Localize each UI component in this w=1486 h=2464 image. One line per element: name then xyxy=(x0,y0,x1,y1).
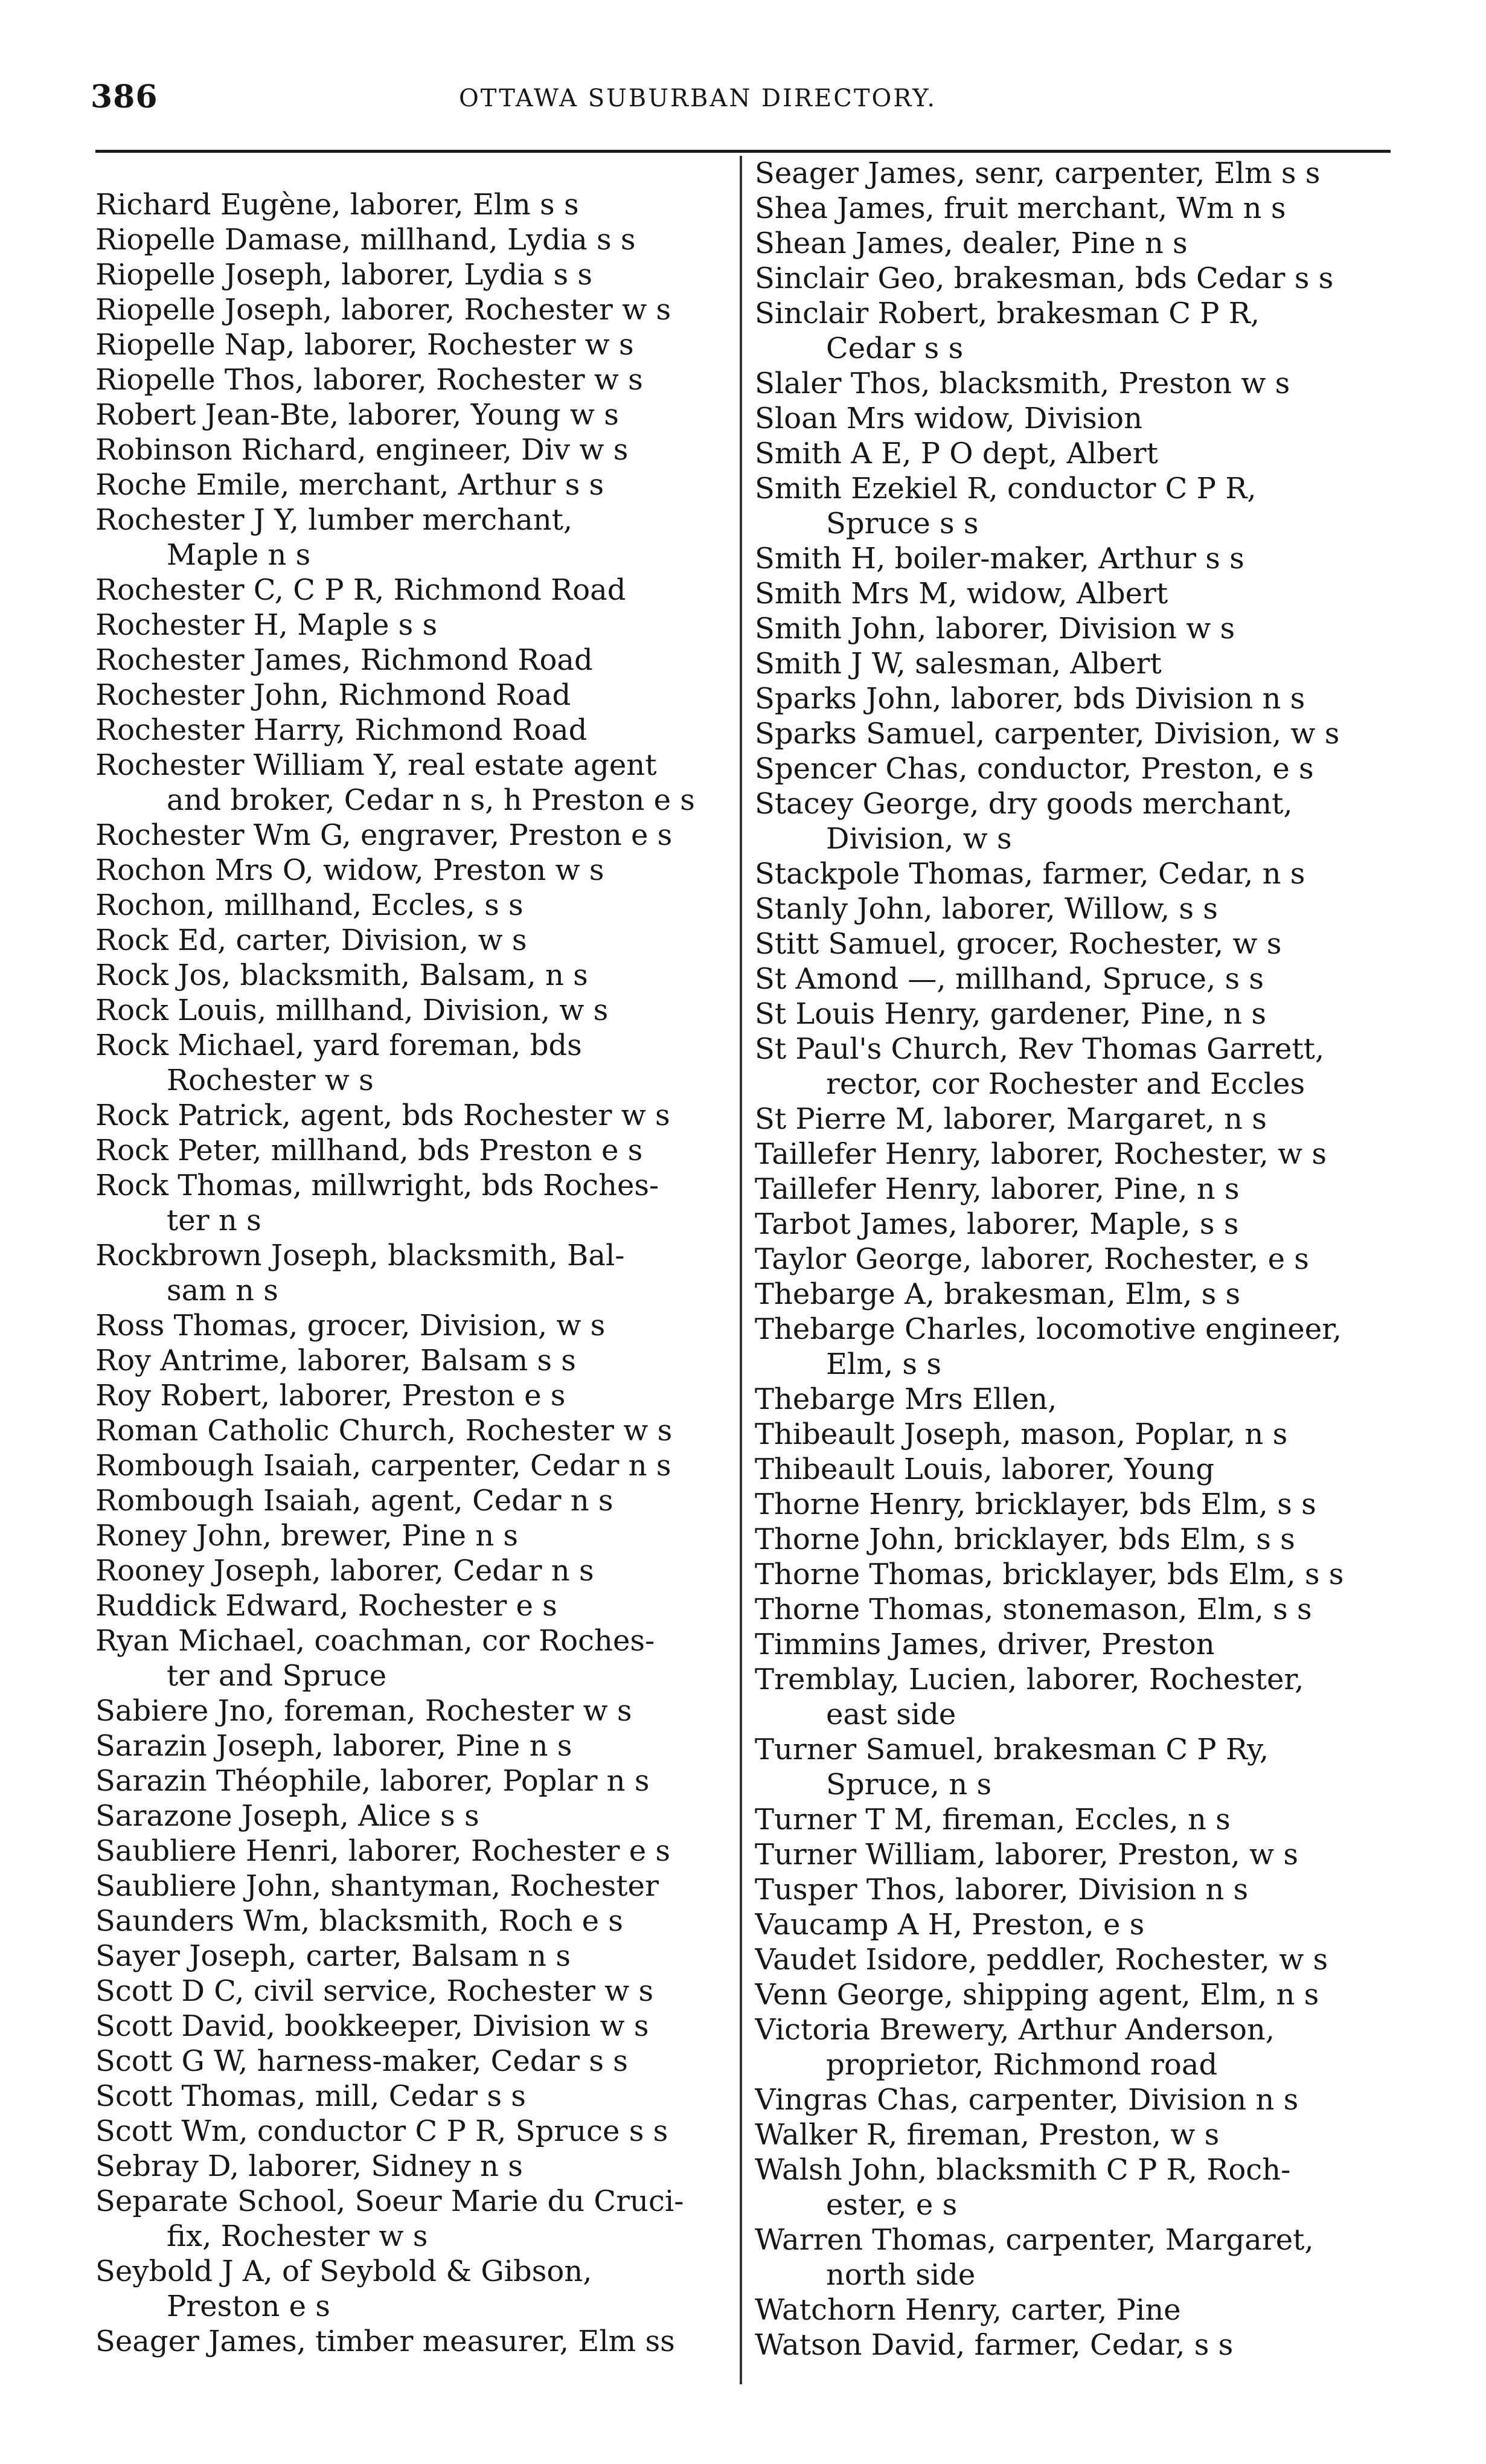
directory-entry xyxy=(755,191,1401,226)
entry-text: Riopelle Joseph, laborer, Rochester w s xyxy=(95,293,671,327)
directory-entry xyxy=(755,751,1401,786)
directory-entry xyxy=(755,1102,1401,1137)
entry-text: Victoria Brewery, Arthur Anderson, xyxy=(755,2013,1275,2047)
entry-text: Vaucamp A H, Preston, e s xyxy=(755,1908,1145,1942)
directory-entry xyxy=(95,1623,741,1693)
directory-entry xyxy=(95,2079,741,2114)
directory-entry xyxy=(95,818,741,853)
directory-entry xyxy=(95,993,741,1028)
entry-text: Timmins James, driver, Preston xyxy=(755,1628,1215,1661)
entry-text: Taillefer Henry, laborer, Pine, n s xyxy=(755,1172,1240,1206)
entry-text: Scott Thomas, mill, Cedar s s xyxy=(95,2079,526,2113)
directory-entry xyxy=(95,888,741,923)
entry-text: Rochon Mrs O, widow, Preston w s xyxy=(95,853,604,887)
directory-entry xyxy=(95,362,741,397)
entry-text: Tremblay, Lucien, laborer, Rochester, xyxy=(755,1663,1304,1696)
directory-entry xyxy=(755,1977,1401,2012)
entry-continuation: ter n s xyxy=(167,1204,261,1237)
directory-entry xyxy=(95,1693,741,1728)
directory-entry xyxy=(95,1518,741,1553)
entry-text: Thorne Henry, bricklayer, bds Elm, s s xyxy=(755,1487,1316,1521)
entry-text: Rock Ed, carter, Division, w s xyxy=(95,923,527,957)
directory-entry xyxy=(755,2117,1401,2152)
entry-text: Ross Thomas, grocer, Division, w s xyxy=(95,1309,606,1343)
directory-entry xyxy=(95,1343,741,1378)
entry-text: Watson David, farmer, Cedar, s s xyxy=(755,2328,1234,2362)
directory-entry xyxy=(755,541,1401,576)
directory-entry xyxy=(755,646,1401,681)
directory-entry xyxy=(95,1098,741,1133)
entry-text: Sayer Joseph, carter, Balsam n s xyxy=(95,1939,571,1973)
entry-text: Rock Patrick, agent, bds Rochester w s xyxy=(95,1099,670,1132)
entry-text: Rock Thomas, millwright, bds Roches- xyxy=(95,1169,659,1202)
entry-text: Roy Robert, laborer, Preston e s xyxy=(95,1379,566,1413)
entry-text: St Louis Henry, gardener, Pine, n s xyxy=(755,997,1266,1031)
entry-text: Spencer Chas, conductor, Preston, e s xyxy=(755,752,1314,786)
entry-text: Scott Wm, conductor C P R, Spruce s s xyxy=(95,2114,668,2148)
entry-text: Walsh John, blacksmith C P R, Roch- xyxy=(755,2153,1291,2187)
entry-continuation: north side xyxy=(826,2258,976,2292)
directory-entry xyxy=(95,467,741,502)
entry-text: Sparks Samuel, carpenter, Division, w s xyxy=(755,717,1340,751)
entry-text: Seager James, senr, carpenter, Elm s s xyxy=(755,156,1321,190)
entry-text: Roney John, brewer, Pine n s xyxy=(95,1519,519,1553)
directory-entry xyxy=(755,366,1401,401)
directory-entry xyxy=(755,2328,1401,2363)
entry-continuation: and broker, Cedar n s, h Preston e s xyxy=(167,783,695,817)
entry-text: Rombough Isaiah, carpenter, Cedar n s xyxy=(95,1449,671,1483)
entry-text: Riopelle Thos, laborer, Rochester w s xyxy=(95,363,643,397)
directory-entry xyxy=(755,1452,1401,1487)
entry-text: Shea James, fruit merchant, Wm n s xyxy=(755,191,1286,225)
entry-text: Sarazone Joseph, Alice s s xyxy=(95,1799,479,1833)
entry-text: Sinclair Robert, brakesman C P R, xyxy=(755,297,1260,330)
entry-text: Thibeault Louis, laborer, Young xyxy=(755,1452,1215,1486)
directory-entry xyxy=(755,926,1401,961)
entry-continuation: east side xyxy=(826,1698,956,1731)
directory-entry xyxy=(95,1553,741,1588)
directory-entry xyxy=(755,611,1401,646)
directory-entry xyxy=(755,1837,1401,1872)
entry-text: Riopelle Joseph, laborer, Lydia s s xyxy=(95,258,592,292)
directory-entry xyxy=(755,1732,1401,1802)
entry-text: Stanly John, laborer, Willow, s s xyxy=(755,892,1218,926)
entry-text: Thorne John, bricklayer, bds Elm, s s xyxy=(755,1522,1295,1556)
entry-text: Smith Mrs M, widow, Albert xyxy=(755,577,1168,611)
entry-text: Slaler Thos, blacksmith, Preston w s xyxy=(755,367,1290,400)
entry-text: St Amond —, millhand, Spruce, s s xyxy=(755,962,1264,996)
directory-entry xyxy=(95,187,741,222)
directory-entry xyxy=(755,1031,1401,1102)
entry-text: Thorne Thomas, stonemason, Elm, s s xyxy=(755,1593,1312,1626)
directory-entry xyxy=(95,643,741,678)
entry-text: Sloan Mrs widow, Division xyxy=(755,402,1142,435)
entry-text: Ryan Michael, coachman, cor Roches- xyxy=(95,1624,655,1658)
directory-entry xyxy=(95,1448,741,1483)
directory-entry xyxy=(755,1137,1401,1172)
entry-text: Rooney Joseph, laborer, Cedar n s xyxy=(95,1554,594,1588)
directory-entry xyxy=(755,1802,1401,1837)
entry-text: Warren Thomas, carpenter, Margaret, xyxy=(755,2223,1314,2257)
entry-text: Saunders Wm, blacksmith, Roch e s xyxy=(95,1904,623,1938)
entry-text: Rombough Isaiah, agent, Cedar n s xyxy=(95,1484,613,1518)
directory-entry xyxy=(755,2082,1401,2117)
entry-continuation: ester, e s xyxy=(826,2188,958,2222)
entry-continuation: Spruce, n s xyxy=(826,1768,992,1801)
directory-entry xyxy=(95,432,741,467)
entry-text: Rock Jos, blacksmith, Balsam, n s xyxy=(95,958,588,992)
entry-text: Seybold J A, of Seybold & Gibson, xyxy=(95,2254,592,2288)
directory-entry xyxy=(755,436,1401,471)
directory-entry xyxy=(95,2044,741,2079)
directory-entry xyxy=(95,292,741,327)
entry-text: Scott G W, harness-maker, Cedar s s xyxy=(95,2044,628,2078)
entry-continuation: proprietor, Richmond road xyxy=(826,2048,1218,2082)
entry-text: Riopelle Damase, millhand, Lydia s s xyxy=(95,223,636,257)
directory-entry xyxy=(95,1798,741,1834)
entry-text: Sarazin Théophile, laborer, Poplar n s xyxy=(95,1764,650,1798)
directory-entry xyxy=(755,1872,1401,1907)
entry-text: Smith J W, salesman, Albert xyxy=(755,647,1162,681)
directory-entry xyxy=(95,853,741,888)
entry-text: Smith Ezekiel R, conductor C P R, xyxy=(755,472,1257,505)
entry-continuation: rector, cor Rochester and Eccles xyxy=(826,1067,1305,1101)
directory-entry xyxy=(95,1763,741,1798)
directory-entry xyxy=(755,2152,1401,2222)
directory-entry xyxy=(95,222,741,257)
left-column xyxy=(95,156,741,2359)
entry-text: Separate School, Soeur Marie du Cruci- xyxy=(95,2184,684,2218)
entry-text: St Pierre M, laborer, Margaret, n s xyxy=(755,1102,1267,1136)
entry-text: Smith H, boiler-maker, Arthur s s xyxy=(755,542,1244,576)
directory-entry xyxy=(95,1133,741,1168)
directory-entry xyxy=(755,996,1401,1031)
entry-text: Sarazin Joseph, laborer, Pine n s xyxy=(95,1729,572,1763)
entry-text: Turner T M, fireman, Eccles, n s xyxy=(755,1803,1231,1837)
directory-entry xyxy=(95,923,741,958)
directory-entry xyxy=(755,1942,1401,1977)
running-title: OTTAWA SUBURBAN DIRECTORY. xyxy=(459,85,937,112)
directory-entry xyxy=(95,1939,741,1974)
entry-continuation: Cedar s s xyxy=(826,332,964,365)
directory-entry xyxy=(95,2184,741,2254)
right-column xyxy=(755,156,1401,2363)
entry-text: Saubliere Henri, laborer, Rochester e s xyxy=(95,1834,671,1868)
directory-entry xyxy=(755,1242,1401,1277)
directory-entry xyxy=(755,716,1401,751)
directory-entry xyxy=(95,1974,741,2009)
entry-text: Scott D C, civil service, Rochester w s xyxy=(95,1974,654,2008)
entry-text: Robert Jean-Bte, laborer, Young w s xyxy=(95,398,619,432)
entry-continuation: Spruce s s xyxy=(826,507,979,541)
directory-entry xyxy=(95,2324,741,2359)
entry-text: Walker R, fireman, Preston, w s xyxy=(755,2118,1220,2152)
directory-entry xyxy=(755,1557,1401,1592)
entry-text: Rochester James, Richmond Road xyxy=(95,643,593,677)
directory-entry xyxy=(95,397,741,432)
entry-text: Roman Catholic Church, Rochester w s xyxy=(95,1414,673,1448)
entry-text: Vaudet Isidore, peddler, Rochester, w s xyxy=(755,1943,1328,1977)
directory-entry xyxy=(755,1907,1401,1942)
directory-entry xyxy=(95,713,741,748)
entry-text: Richard Eugène, laborer, Elm s s xyxy=(95,188,579,222)
directory-entry xyxy=(95,1834,741,1869)
directory-entry xyxy=(755,1487,1401,1522)
directory-entry xyxy=(755,1627,1401,1662)
entry-text: Sparks John, laborer, bds Division n s xyxy=(755,682,1305,716)
entry-text: Riopelle Nap, laborer, Rochester w s xyxy=(95,328,634,362)
directory-entry xyxy=(755,786,1401,856)
directory-entry xyxy=(95,1869,741,1904)
directory-entry xyxy=(755,1207,1401,1242)
entry-continuation: Division, w s xyxy=(826,822,1012,856)
entry-text: Rock Michael, yard foreman, bds xyxy=(95,1028,582,1062)
entry-text: Sebray D, laborer, Sidney n s xyxy=(95,2149,523,2183)
directory-entry xyxy=(755,1417,1401,1452)
directory-entry xyxy=(755,681,1401,716)
entry-text: Stitt Samuel, grocer, Rochester, w s xyxy=(755,927,1282,961)
entry-text: Sinclair Geo, brakesman, bds Cedar s s xyxy=(755,261,1334,295)
entry-text: Venn George, shipping agent, Elm, n s xyxy=(755,1978,1319,2012)
directory-entry xyxy=(755,891,1401,926)
entry-text: Rockbrown Joseph, blacksmith, Bal- xyxy=(95,1239,625,1272)
entry-text: Seager James, timber measurer, Elm ss xyxy=(95,2324,675,2358)
entry-continuation: Preston e s xyxy=(167,2289,330,2323)
directory-entry xyxy=(95,1483,741,1518)
entry-continuation: fix, Rochester w s xyxy=(167,2219,428,2253)
entry-text: Rochester J Y, lumber merchant, xyxy=(95,503,573,537)
entry-text: Roche Emile, merchant, Arthur s s xyxy=(95,468,604,502)
entry-text: Scott David, bookkeeper, Division w s xyxy=(95,2009,649,2043)
entry-continuation: Elm, s s xyxy=(826,1347,941,1381)
directory-entry xyxy=(95,1028,741,1098)
directory-entry xyxy=(95,1728,741,1763)
directory-entry xyxy=(755,2012,1401,2082)
directory-entry xyxy=(755,1172,1401,1207)
directory-entry xyxy=(95,2114,741,2149)
entry-text: Turner Samuel, brakesman C P Ry, xyxy=(755,1733,1269,1766)
entry-text: Rochester C, C P R, Richmond Road xyxy=(95,573,626,607)
entry-text: Sabiere Jno, foreman, Rochester w s xyxy=(95,1694,632,1728)
directory-entry xyxy=(95,2009,741,2044)
directory-entry xyxy=(755,1662,1401,1732)
directory-entry xyxy=(755,226,1401,261)
entry-text: Smith A E, P O dept, Albert xyxy=(755,437,1158,470)
entry-text: Rochester Wm G, engraver, Preston e s xyxy=(95,818,673,852)
directory-entry xyxy=(95,1413,741,1448)
entry-text: St Paul's Church, Rev Thomas Garrett, xyxy=(755,1032,1325,1066)
entry-text: Thebarge Mrs Ellen, xyxy=(755,1382,1057,1416)
entry-text: Shean James, dealer, Pine n s xyxy=(755,226,1188,260)
directory-entry xyxy=(755,1312,1401,1382)
entry-text: Watchorn Henry, carter, Pine xyxy=(755,2293,1181,2327)
entry-text: Vingras Chas, carpenter, Division n s xyxy=(755,2083,1299,2117)
entry-text: Thebarge Charles, locomotive engineer, xyxy=(755,1312,1342,1346)
directory-entry xyxy=(95,502,741,573)
directory-entry xyxy=(755,2292,1401,2328)
entry-text: Rochon, millhand, Eccles, s s xyxy=(95,888,524,922)
directory-entry xyxy=(95,1238,741,1308)
directory-entry xyxy=(755,1382,1401,1417)
directory-entry xyxy=(95,2254,741,2324)
directory-entry xyxy=(755,296,1401,366)
directory-entry xyxy=(755,401,1401,436)
directory-entry xyxy=(755,856,1401,891)
entry-text: Thorne Thomas, bricklayer, bds Elm, s s xyxy=(755,1558,1344,1591)
entry-text: Rochester Harry, Richmond Road xyxy=(95,713,588,747)
directory-entry xyxy=(755,1522,1401,1557)
entry-text: Stacey George, dry goods merchant, xyxy=(755,787,1293,821)
entry-text: Thibeault Joseph, mason, Poplar, n s xyxy=(755,1417,1288,1451)
directory-entry xyxy=(95,573,741,608)
entry-text: Robinson Richard, engineer, Div w s xyxy=(95,433,629,467)
entry-continuation: Rochester w s xyxy=(167,1064,374,1097)
directory-entry xyxy=(95,748,741,818)
entry-text: Smith John, laborer, Division w s xyxy=(755,612,1235,646)
directory-entry xyxy=(755,576,1401,611)
entry-text: Taylor George, laborer, Rochester, e s xyxy=(755,1242,1309,1276)
entry-text: Rock Peter, millhand, bds Preston e s xyxy=(95,1134,643,1167)
entry-text: Stackpole Thomas, farmer, Cedar, n s xyxy=(755,857,1305,891)
directory-entry xyxy=(755,1592,1401,1627)
directory-entry xyxy=(95,608,741,643)
entry-text: Ruddick Edward, Rochester e s xyxy=(95,1589,557,1623)
entry-continuation: Maple n s xyxy=(167,538,311,572)
directory-entry xyxy=(95,2149,741,2184)
entry-continuation: ter and Spruce xyxy=(167,1659,387,1693)
directory-entry xyxy=(755,156,1401,191)
header-rule xyxy=(95,150,1391,153)
directory-entry xyxy=(95,678,741,713)
entry-text: Rochester H, Maple s s xyxy=(95,608,438,642)
directory-entry xyxy=(95,958,741,993)
entry-text: Tarbot James, laborer, Maple, s s xyxy=(755,1207,1239,1241)
directory-entry xyxy=(95,1378,741,1413)
entry-text: Rochester John, Richmond Road xyxy=(95,678,571,712)
directory-entry xyxy=(95,257,741,292)
directory-entry xyxy=(755,1277,1401,1312)
entry-text: Rock Louis, millhand, Division, w s xyxy=(95,993,609,1027)
entry-text: Rochester William Y, real estate agent xyxy=(95,748,657,782)
directory-entry xyxy=(755,471,1401,541)
entry-continuation: sam n s xyxy=(167,1274,278,1307)
entry-text: Turner William, laborer, Preston, w s xyxy=(755,1838,1298,1872)
entry-text: Tusper Thos, laborer, Division n s xyxy=(755,1873,1249,1907)
entry-text: Thebarge A, brakesman, Elm, s s xyxy=(755,1277,1241,1311)
entry-text: Saubliere John, shantyman, Rochester xyxy=(95,1869,659,1903)
directory-entry xyxy=(95,1588,741,1623)
directory-entry xyxy=(95,1308,741,1343)
directory-entry xyxy=(95,1904,741,1939)
directory-entry xyxy=(755,2222,1401,2292)
entry-text: Roy Antrime, laborer, Balsam s s xyxy=(95,1344,576,1378)
directory-entry xyxy=(755,261,1401,296)
directory-entry xyxy=(95,1168,741,1238)
entry-text: Taillefer Henry, laborer, Rochester, w s xyxy=(755,1137,1327,1171)
directory-entry xyxy=(755,961,1401,996)
page-number: 386 xyxy=(91,79,158,115)
directory-entry xyxy=(95,327,741,362)
